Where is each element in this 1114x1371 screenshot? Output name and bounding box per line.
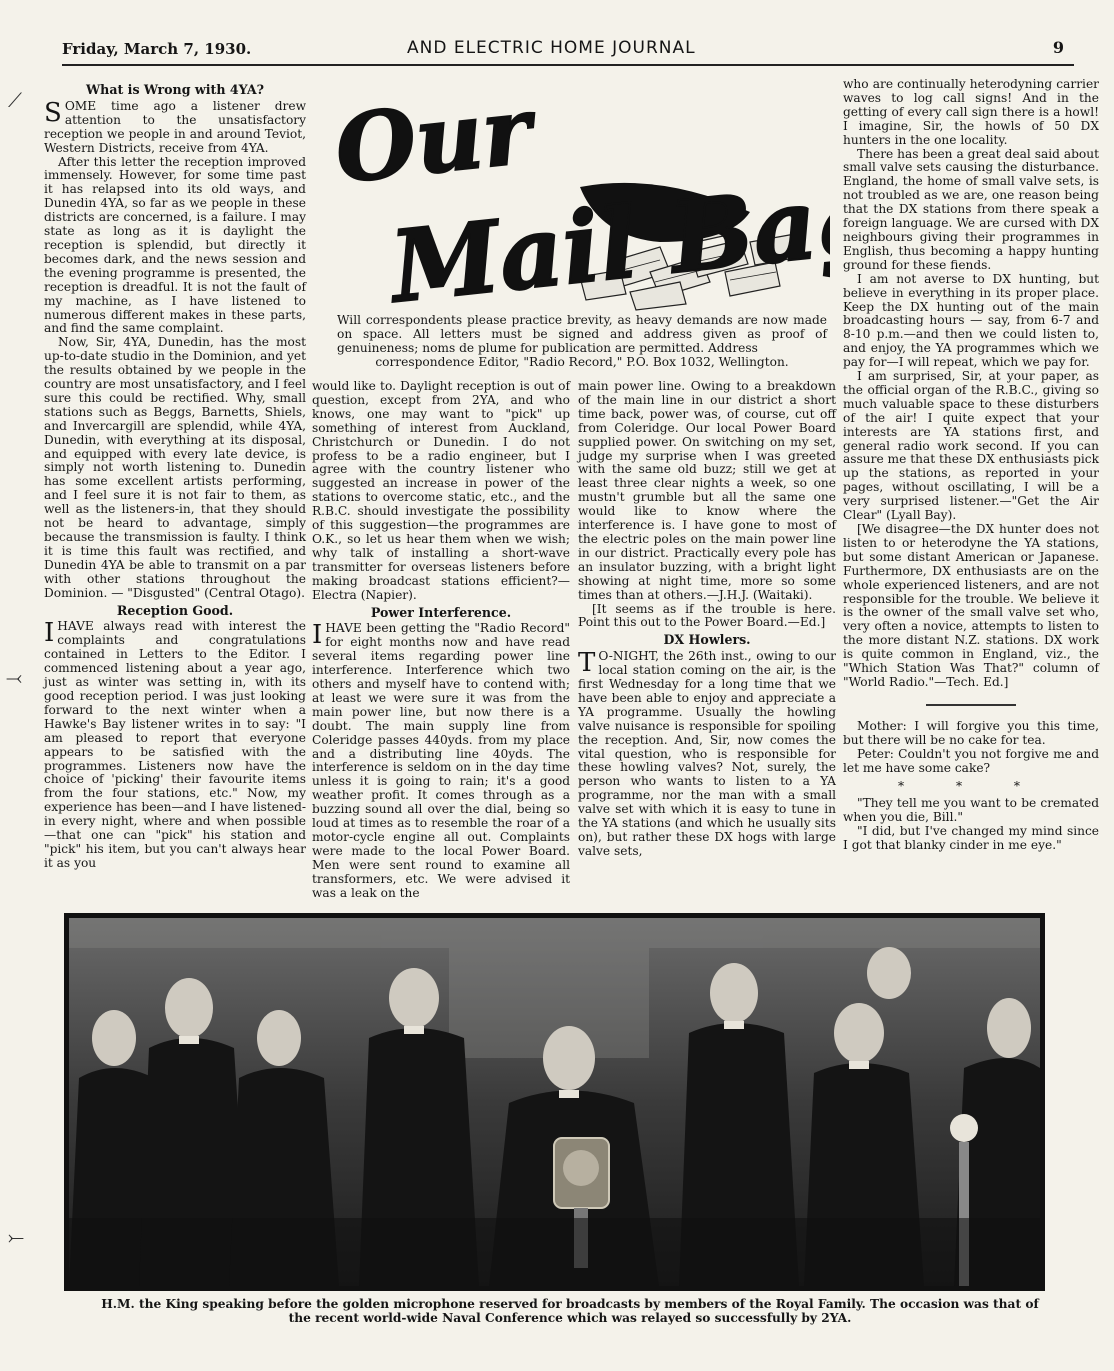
letter-4-para-1: T O-NIGHT, the 26th inst., owing to our local station coming on the air, is the first Wednesday for a long time that we have been able to enjoy and appreciate a YA programme. Usually the howling valve nuisance is responsible for spoiling the reception. And, Sir, now comes the vital question, who is responsible for these howling valves? Not, surely, the person who wants to listen to a YA programme, nor the man with a small valve set with which it is easy to tune in the YA stations (and which he usually sits on), but rather these DX hogs with large valve sets,	[578, 648, 836, 858]
column-2	[312, 380, 570, 901]
page-number: 9	[1052, 38, 1064, 57]
margin-mark: ⤙	[6, 665, 22, 689]
page-header	[62, 38, 1074, 66]
mail-bag-illustration	[330, 72, 830, 312]
mail-bag-masthead	[330, 72, 830, 312]
journal-title: AND ELECTRIC HOME JOURNAL	[407, 38, 696, 58]
dropcap: I	[44, 618, 55, 649]
photo-caption: H.M. the King speaking before the golden microphone reserved for broadcasts by members of the Royal Family. The occasion was that of the recent world-wide Naval Conference which was relayed so successfully by 2YA.	[101, 1297, 1039, 1325]
letter-3-para-2: main power line. Owing to a breakdown of the main line in our district a short time back, power was, of course, cut off from Coleridge. Our local Power Board supplied power. On switching on my set, judge my surprise when I was greeted with the same old buzz; still we get at least three clear nights a week, so one mustn't grumble but all the same one would like to know where the interference is. I have gone to most of the electric poles on the main power line in our district. Practically every pole has an insulator buzzing, with a bright light showing at night time, more so some times than at others.—J.H.J. (Waitaki).	[578, 379, 836, 602]
divider-rule	[926, 704, 1016, 706]
letter-2-para-1: IHAVE always read with interest the complaints and congratulations contained in Letters to the Editor. I commenced listening about a year ago, just as winter was setting in, with its good reception period. I was just looking forward to the next winter when a Hawke's Bay listener writes in to say: "I am pleased to report that everyone appears to be satisfied with the programmes. Listeners now have the choice of 'picking' their favourite items from the four stations, etc." Now, my experience has been—and I have listened-in every night, where and when possible—that one can "pick" his station and "pick" his item, but you can't always hear it as you	[44, 618, 306, 870]
dropcap: I	[312, 620, 323, 651]
dropcap: T	[578, 648, 596, 679]
letter-4-para-5: I am surprised, Sir, at your paper, as the official organ of the R.B.C., giving so much valuable space to these disturbers of the air! I quite expect that your interests are YA stations first, and general radio work second. If you can assure me that these DX enthusiasts pick up the stations, as reported in your pages, without oscillating, I will be a very surprised listener.—"Get the Air Clear" (Lyall Bay).	[843, 369, 1099, 523]
margin-mark: ⤚	[8, 1225, 24, 1249]
letter-1-para-2: After this letter the reception improved immensely. However, for some time past it has relapsed into its old ways, and Dunedin 4YA, so far as we people in these districts are concerned, is a failure. I may state as long as it is daylight the reception is splendid, but directly it becomes dark, and the news session and the evening programme is presented, the reception is dreadful. It is not the fault of my machine, as I have listened to numerous different makes in these parts, and find the same complaint.	[44, 154, 306, 336]
king-photograph	[64, 913, 1045, 1291]
column-3	[578, 380, 836, 859]
letter-4-para-3: There has been a great deal said about small valve sets causing the disturbance. England, the home of small valve sets, is not troubled as we are, one reason being that the DX stations from there speak a foreign language. We are cursed with DX neighbours giving their programmes in English, thus becoming a happy hunting ground for these fiends.	[843, 146, 1099, 272]
letter-1-para-3: Now, Sir, 4YA, Dunedin, has the most up-to-date studio in the Dominion, and yet the results obtained by we people in the country are most unsatisfactory, and I feel sure this could be rectified. Why, small stations such as Beggs, Barnetts, Shiels, and Invercargill are splendid, while 4YA, Dunedin, with everything at its disposal, and equipped with every late device, is simply not worth listening to. Dunedin has some excellent artists performing, and I feel sure it is not fair to them, as well as the listeners-in, that they should not be heard to advantage, simply because the transmission is faulty. I think it is time this fault was rectified, and Dunedin 4YA be able to transmit on a par with other stations throughout the Dominion. — "Disgusted" (Central Otago).	[44, 335, 306, 600]
joke-line-2: Peter: Couldn't you not forgive me and let me have some cake?	[843, 746, 1099, 775]
notice-address: correspondence Editor, "Radio Record," P.O. Box 1032, Wellington.	[375, 355, 789, 369]
column-1	[44, 80, 306, 871]
letter-2-para-2: would like to. Daylight reception is out of question, except from 2YA, and who knows, one may want to "pick" up something of interest from Auckland, Christchurch or Dunedin. I do not profess to be a radio engineer, but I agree with the country listener who suggested an increase in power of the stations to overcome static, etc., and the R.B.C. should investigate the possibility of this suggestion—the programmes are O.K., so let us hear them when we wish; why talk of installing a short-wave transmitter for overseas listeners before making broadcast stations efficient?—Electra (Napier).	[312, 379, 570, 602]
letter-4-para-2: who are continually heterodyning carrier waves to log call signs! And in the getting of every call sign there is a howl! I imagine, Sir, the howls of 50 DX hunters in the one locality.	[843, 77, 1099, 147]
letter-3-para-1: IHAVE been getting the "Radio Record" for eight months now and have read several items regarding power line interference. Interference which two others and myself have to contend with; at least we were sure it was from the main power line, but now there is a doubt. The main supply line from Coleridge passes 440yds. from my place and a distributing line 40yds. The interference is seldom on in the day time unless it is going to rain; it's a good weather profit. It comes through as a buzzing sound all over the dial, being so loud at times as to resemble the roar of a motor-cycle engine all out. Complaints were made to the local Power Board. Men were sent round to examine all transformers, etc. We were advised it was a leak on the	[312, 620, 570, 900]
letter-4-heading: DX Howlers.	[663, 632, 751, 648]
letter-4-para-4: I am not averse to DX hunting, but believe in everything in its proper place. Keep the DX hunting out of the main broadcasting hours — say, from 6-7 and 8-10 p.m.—and then we could listen to, and enjoy, the YA programmes which we pay for—I will repeat, which we pay for.	[843, 271, 1099, 370]
letter-4-editor-reply: [We disagree—the DX hunter does not listen to or heterodyne the YA stations, but some distant American or Japanese. Furthermore, DX enthusiasts are on the whole experienced listeners, and are not responsible for the trouble. We believe it is the owner of the small valve set who, very often a novice, attempts to listen to the more distant N.Z. stations. DX work is quite common in England, viz., the "Which Station Was That?" column of "World Radio."—Tech. Ed.]	[843, 522, 1099, 689]
joke-separator: * * *	[897, 778, 1045, 793]
dropcap: S	[44, 97, 62, 128]
joke-line-1: Mother: I will forgive you this time, but there will be no cake for tea.	[843, 718, 1099, 747]
column-4	[843, 78, 1099, 853]
joke-line-3: "They tell me you want to be cremated when you die, Bill."	[843, 796, 1099, 825]
letter-3-heading: Power Interference.	[370, 604, 512, 620]
letter-1-heading: What is Wrong with 4YA?	[86, 82, 264, 97]
photo-illustration	[69, 918, 1040, 1286]
masthead-title-line1: Our	[330, 76, 537, 204]
letter-3-editor-reply: [It seems as if the trouble is here. Point this out to the Power Board.—Ed.]	[578, 601, 836, 630]
correspondence-notice	[337, 313, 827, 369]
letter-1-para-1: SOME time ago a listener drew attention to the unsatisfactory reception we people in and around Teviot, Western Districts, receive from 4YA.	[44, 97, 306, 155]
margin-mark: ⟋	[8, 88, 22, 112]
letter-2-heading: Reception Good.	[116, 602, 234, 618]
notice-text: Will correspondents please practice brevity, as heavy demands are now made on space. All letters must be signed and address given as proof of genuineness; noms de plume for publication are permitted. Address	[337, 313, 827, 355]
joke-line-4: "I did, but I've changed my mind since I got that blanky cinder in me eye."	[843, 824, 1099, 853]
masthead-title-line2: Mail Bag	[385, 159, 830, 312]
issue-date: Friday, March 7, 1930.	[62, 40, 252, 58]
